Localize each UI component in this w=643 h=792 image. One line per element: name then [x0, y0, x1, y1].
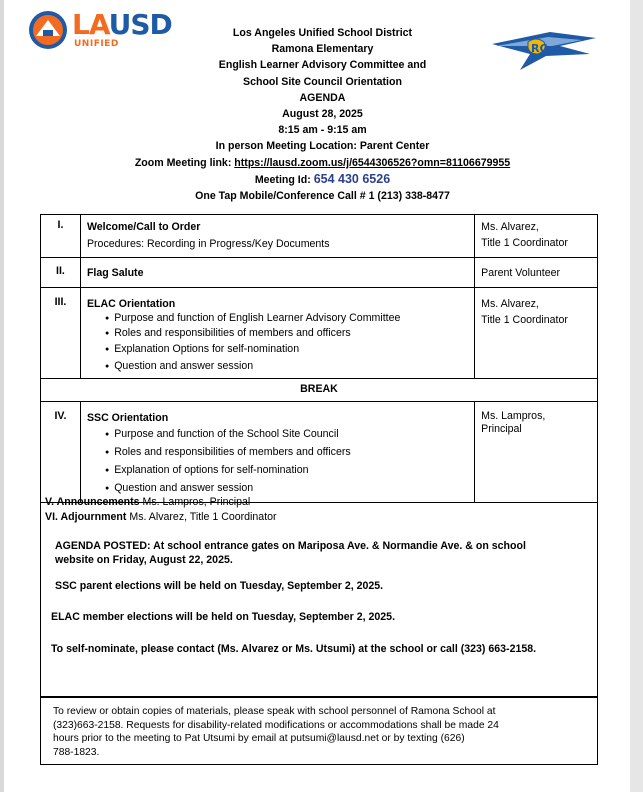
- footer-line: 788-1823.: [53, 746, 100, 758]
- item-subtitle: Procedures: Recording in Progress/Key Documents: [86, 238, 330, 250]
- item-number: II.: [41, 258, 81, 288]
- item-title: Welcome/Call to Order: [86, 221, 201, 233]
- district-name: Los Angeles Unified School District: [232, 27, 413, 39]
- committee-line-1: English Learner Advisory Committee and: [218, 59, 427, 72]
- item-title: SSC Orientation: [86, 412, 169, 424]
- svg-text:RC: RC: [531, 42, 548, 55]
- adjournment-label: VI. Adjournment: [45, 511, 127, 523]
- phone-line: One Tap Mobile/Conference Call # 1 (213) 338-8477: [195, 190, 450, 203]
- announcements-line: [45, 495, 277, 510]
- meeting-location: In person Meeting Location: Parent Center: [215, 140, 430, 153]
- lausd-wordmark: LAUSD: [72, 8, 172, 41]
- bullet-item: ● Purpose and function of English Learner Advisory Committee: [105, 312, 468, 327]
- item-content: [80, 402, 474, 503]
- meeting-id-line: [60, 171, 585, 188]
- school-name: Ramona Elementary: [271, 43, 374, 56]
- bullet-item: ● Question and answer session: [105, 480, 468, 498]
- announcements-label: V. Announcements: [45, 496, 140, 508]
- meeting-id-value: 654 430 6526: [313, 171, 391, 186]
- item-presenter: [475, 402, 598, 503]
- zoom-link[interactable]: https://lausd.zoom.us/j/6544306526?omn=81106679955: [234, 156, 511, 169]
- adjournment-line: [45, 510, 277, 525]
- agenda-table: [40, 214, 598, 503]
- agenda-row-2: [41, 258, 598, 288]
- item-content: [80, 288, 474, 379]
- item-content: [80, 258, 474, 288]
- item-presenter: [475, 215, 598, 258]
- presenter-line: Ms. Alvarez,: [481, 221, 539, 233]
- presenter-line: Ms. Lampros,: [481, 410, 546, 422]
- accommodations-footer: [40, 697, 598, 765]
- item-title: Flag Salute: [86, 267, 144, 279]
- bullet-item: ● Question and answer session: [105, 360, 468, 375]
- item-number: IV.: [41, 402, 81, 503]
- committee-line-2: School Site Council Orientation: [243, 75, 402, 88]
- bullet-item: ● Roles and responsibilities of members and officers: [105, 327, 468, 342]
- break-label: BREAK: [41, 379, 598, 402]
- zoom-label: Zoom Meeting link:: [134, 156, 235, 169]
- bullet-item: ● Roles and responsibilities of members and officers: [105, 444, 468, 462]
- meeting-time: 8:15 am - 9:15 am: [278, 124, 367, 137]
- footer-line: To review or obtain copies of materials, please speak with school personnel of Ramona School at: [53, 706, 496, 717]
- closing-items: [45, 495, 277, 525]
- page-left-edge: [0, 0, 4, 792]
- item-number: III.: [41, 288, 81, 379]
- meeting-id-label: Meeting Id:: [254, 173, 314, 186]
- presenter-line: Parent Volunteer: [481, 267, 561, 279]
- agenda-row-4: [41, 402, 598, 503]
- presenter-line: Principal: [481, 423, 522, 435]
- break-row: [41, 379, 598, 402]
- ssc-elections-notice: SSC parent elections will be held on Tuesday, September 2, 2025.: [55, 580, 384, 592]
- item-presenter: [475, 258, 598, 288]
- adjournment-presenter: Ms. Alvarez, Title 1 Coordinator: [126, 511, 277, 523]
- elac-elections-notice: ELAC member elections will be held on Tuesday, September 2, 2025.: [51, 611, 396, 623]
- footer-line: (323)663-2158. Requests for disability-related modifications or accommodations shall be made 24: [53, 719, 499, 731]
- item-number: I.: [41, 215, 81, 258]
- item-title: ELAC Orientation: [86, 298, 176, 310]
- bullet-list: [105, 426, 468, 498]
- lausd-unified-label: UNIFIED: [74, 39, 119, 49]
- bullet-item: ● Purpose and function of the School Site Council: [105, 426, 468, 444]
- item-presenter: [475, 288, 598, 379]
- presenter-line: Title 1 Coordinator: [481, 314, 568, 326]
- bullet-item: ● Explanation of options for self-nomination: [105, 462, 468, 480]
- agenda-posted-notice: [55, 539, 526, 567]
- document-type: AGENDA: [299, 91, 346, 104]
- agenda-row-3: [41, 288, 598, 379]
- agenda-row-1: [41, 215, 598, 258]
- footer-line: hours prior to the meeting to Pat Utsumi by email at putsumi@lausd.net or by texting (626): [53, 733, 465, 745]
- notice-line: website on Friday, August 22, 2025.: [55, 554, 233, 566]
- zoom-line: [60, 155, 585, 171]
- presenter-line: Title 1 Coordinator: [481, 237, 568, 249]
- page-scrollbar-gutter: [630, 0, 643, 792]
- bullet-item: ● Explanation Options for self-nomination: [105, 343, 468, 358]
- bullet-list: [105, 312, 468, 374]
- notice-line: AGENDA POSTED: At school entrance gates on Mariposa Ave. & Normandie Ave. & on school: [55, 540, 526, 552]
- presenter-line: Ms. Alvarez,: [481, 298, 539, 310]
- announcements-presenter: Ms. Lampros, Principal: [139, 496, 251, 508]
- agenda-header: [60, 25, 585, 204]
- meeting-date: August 28, 2025: [282, 108, 363, 121]
- item-content: [80, 215, 474, 258]
- self-nominate-notice: To self-nominate, please contact (Ms. Alvarez or Ms. Utsumi) at the school or call (323) 663-2158.: [51, 643, 537, 655]
